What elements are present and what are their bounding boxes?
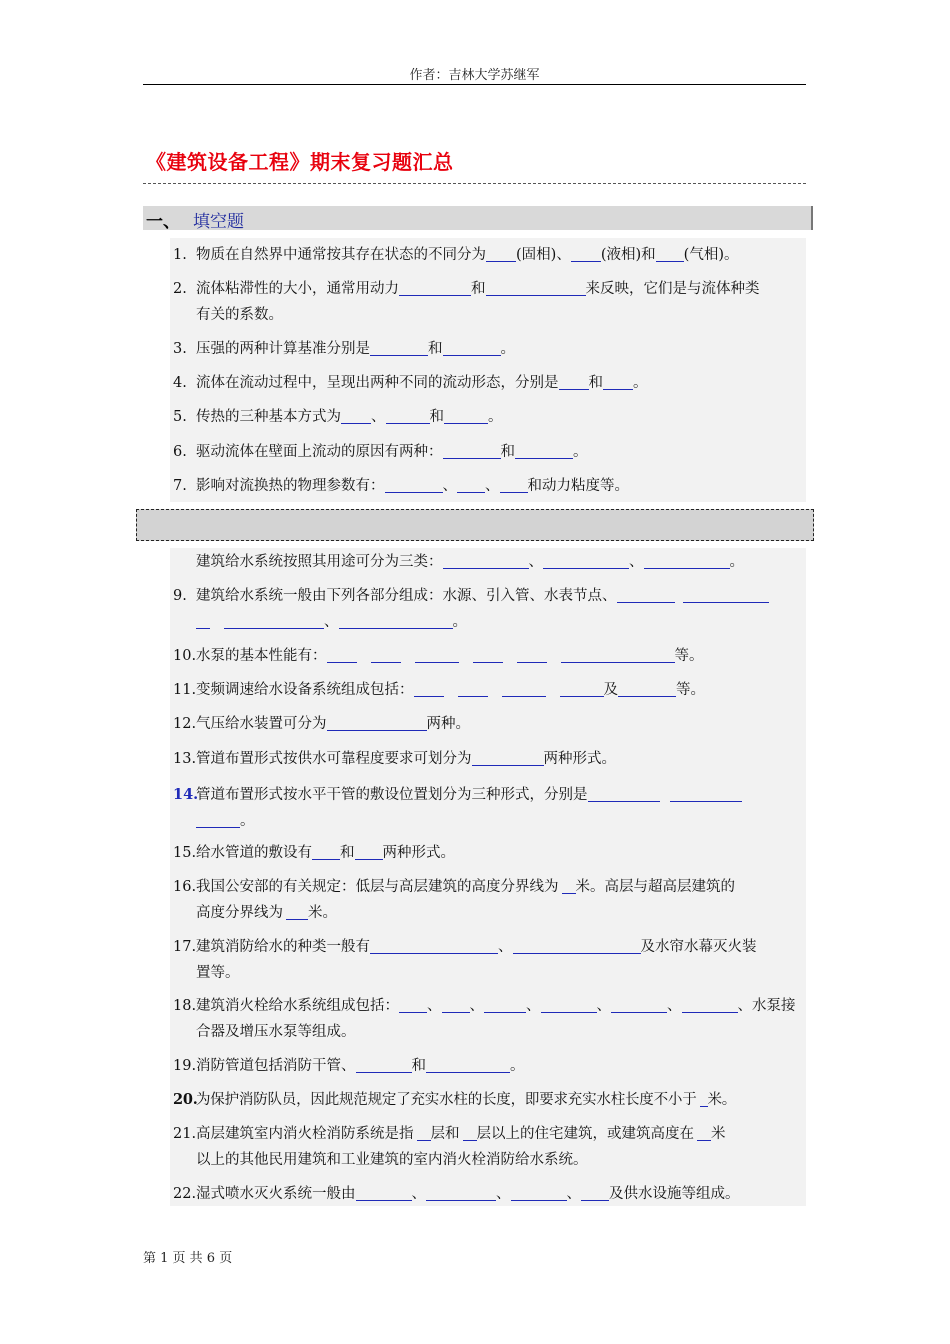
question-10	[173, 643, 704, 669]
answer-blank[interactable]	[700, 1088, 708, 1107]
question-text: 水泵的基本性能有：	[196, 648, 327, 664]
question-text: 压强的两种计算基准分别是	[196, 341, 370, 357]
answer-blank[interactable]	[444, 405, 488, 424]
question-text: 、	[629, 554, 644, 570]
question-text: (液相)和	[600, 247, 656, 263]
answer-blank[interactable]	[386, 405, 430, 424]
answer-blank[interactable]	[559, 371, 589, 390]
question-2	[173, 276, 760, 302]
answer-blank[interactable]	[355, 841, 383, 860]
answer-blank[interactable]	[581, 1182, 609, 1201]
question-22	[173, 1181, 740, 1207]
question-text: 、	[371, 409, 386, 425]
answer-blank[interactable]	[513, 935, 641, 954]
question-text: 等。	[674, 648, 704, 664]
answer-blank[interactable]	[571, 243, 601, 262]
answer-blank[interactable]	[486, 277, 586, 296]
question-text: 给水管道的敷设有	[196, 845, 312, 861]
question-number: 20.	[173, 1091, 198, 1108]
question-text: 消防管道包括消防干管、	[196, 1058, 356, 1074]
question-8	[196, 549, 744, 575]
question-4	[173, 370, 648, 396]
page-footer: 第 1 页 共 6 页	[143, 1251, 233, 1266]
answer-blank[interactable]	[196, 809, 240, 828]
question-21	[173, 1121, 726, 1147]
question-text: 管道布置形式按水平干管的敷设位置划分为三种形式，分别是	[196, 787, 588, 803]
answer-blank[interactable]	[611, 994, 667, 1013]
question-11	[173, 677, 705, 703]
question-text: 和	[340, 845, 355, 861]
question-number: 6.	[173, 444, 187, 460]
question-number: 17.	[173, 939, 197, 955]
question-18-continued: 合器及增压水泵等组成。	[196, 1024, 356, 1040]
answer-blank[interactable]	[415, 644, 459, 663]
question-number: 15.	[173, 845, 197, 861]
answer-blank[interactable]	[697, 1122, 711, 1141]
question-7	[173, 473, 629, 499]
question-text: 流体粘滞性的大小，通常用动力	[196, 281, 399, 297]
question-text: 。	[633, 375, 648, 391]
answer-blank[interactable]	[486, 243, 516, 262]
question-text: 、	[498, 939, 513, 955]
answer-blank[interactable]	[517, 644, 547, 663]
answer-blank[interactable]	[682, 994, 738, 1013]
answer-blank[interactable]	[561, 644, 675, 663]
answer-blank[interactable]	[502, 678, 546, 697]
question-text: 流体在流动过程中，呈现出两种不同的流动形态，分别是	[196, 375, 559, 391]
question-text: 建筑给水系统按照其用途可分为三类：	[196, 554, 443, 570]
question-21-continued: 以上的其他民用建筑和工业建筑的室内消火栓消防给水系统。	[196, 1152, 588, 1168]
answer-blank[interactable]	[371, 644, 401, 663]
answer-blank[interactable]	[426, 1054, 510, 1073]
question-19	[173, 1053, 525, 1079]
question-1	[173, 242, 738, 268]
question-text: 和动力粘度等。	[527, 478, 629, 494]
section-heading	[143, 206, 813, 230]
author-line: 作者：吉林大学苏继军	[409, 68, 540, 83]
question-text: 。	[573, 444, 588, 460]
answer-blank[interactable]	[670, 783, 742, 802]
answer-blank[interactable]	[339, 610, 453, 629]
question-number: 1.	[173, 247, 187, 263]
question-13	[173, 746, 616, 772]
question-text: 我国公安部的有关规定：低层与高层建筑的高度分界线为	[196, 879, 559, 895]
question-number: 13.	[173, 751, 197, 767]
question-text: 、	[324, 614, 339, 630]
question-17-continued: 置等。	[196, 965, 240, 981]
answer-blank[interactable]	[385, 474, 443, 493]
question-number: 3.	[173, 341, 187, 357]
question-text: 影响对流换热的物理参数有：	[196, 478, 385, 494]
answer-blank[interactable]	[683, 584, 769, 603]
question-14	[173, 782, 742, 808]
question-9	[173, 583, 769, 609]
question-number: 16.	[173, 879, 197, 895]
question-text: 。	[729, 554, 744, 570]
question-text: 、	[427, 998, 442, 1014]
question-text: 和	[471, 281, 486, 297]
answer-blank[interactable]	[443, 550, 529, 569]
answer-blank[interactable]	[312, 841, 340, 860]
answer-blank[interactable]	[644, 550, 730, 569]
question-text: 、	[528, 554, 543, 570]
question-text: 建筑消防给水的种类一般有	[196, 939, 370, 955]
question-text: 和	[411, 1058, 426, 1074]
answer-blank[interactable]	[458, 678, 488, 697]
question-text: 及供水设施等组成。	[609, 1186, 740, 1202]
question-text: 、	[667, 998, 682, 1014]
question-text: 。	[510, 1058, 525, 1074]
answer-blank[interactable]	[327, 712, 427, 731]
question-text: 湿式喷水灭火系统一般由	[196, 1186, 356, 1202]
answer-blank[interactable]	[327, 644, 357, 663]
question-text: 建筑消火栓给水系统组成包括：	[196, 998, 399, 1014]
section-title: 填空题	[193, 212, 244, 232]
question-text: 、	[596, 998, 611, 1014]
answer-blank[interactable]	[426, 1182, 496, 1201]
question-text: 。	[500, 341, 515, 357]
blank-shaded-box	[136, 509, 814, 541]
answer-blank[interactable]	[286, 901, 308, 920]
answer-blank[interactable]	[341, 405, 371, 424]
answer-blank[interactable]	[443, 337, 501, 356]
question-text: 为保护消防队员，因此规范规定了充实水柱的长度，即要求充实水柱长度不小于	[196, 1092, 697, 1108]
question-text: 高度分界线为	[196, 905, 283, 921]
question-text: 来反映，它们是与流体种类	[585, 281, 760, 297]
answer-blank[interactable]	[356, 1054, 412, 1073]
question-16-continued	[196, 900, 337, 926]
question-text: 两种形式。	[543, 751, 616, 767]
question-text: 管道布置形式按供水可靠程度要求可划分为	[196, 751, 472, 767]
answer-blank[interactable]	[224, 610, 324, 629]
question-text: 建筑给水系统一般由下列各部分组成：水源、引入管、水表节点、	[196, 588, 617, 604]
answer-blank[interactable]	[443, 440, 501, 459]
question-2-continued: 有关的系数。	[196, 307, 283, 323]
question-number: 21.	[173, 1126, 197, 1142]
question-text: 及	[603, 682, 618, 698]
section-number: 一、	[146, 212, 180, 232]
question-text: 和	[500, 444, 515, 460]
answer-blank[interactable]	[457, 474, 485, 493]
question-3	[173, 336, 515, 362]
question-text: 物质在自然界中通常按其存在状态的不同分为	[196, 247, 486, 263]
answer-blank[interactable]	[656, 243, 684, 262]
question-text: 两种形式。	[382, 845, 455, 861]
question-number: 22.	[173, 1186, 197, 1202]
question-text: 气压给水装置可分为	[196, 716, 327, 732]
question-text: 、	[469, 998, 484, 1014]
question-number: 12.	[173, 716, 197, 732]
answer-blank[interactable]	[617, 584, 675, 603]
question-text: 。	[452, 614, 467, 630]
question-text: 及水帘水幕灭火装	[640, 939, 757, 955]
question-number: 4.	[173, 375, 187, 391]
question-text: 、	[485, 478, 500, 494]
answer-blank[interactable]	[541, 994, 597, 1013]
answer-blank[interactable]	[473, 644, 503, 663]
question-number: 10.	[173, 648, 197, 664]
answer-blank[interactable]	[370, 935, 498, 954]
question-number: 9.	[173, 588, 187, 604]
question-text: 高层建筑室内消火栓消防系统是指	[196, 1126, 414, 1142]
question-text: 米。	[707, 1092, 737, 1108]
document-title: 《建筑设备工程》期末复习题汇总	[146, 150, 454, 174]
answer-blank[interactable]	[560, 678, 604, 697]
question-text: 、	[442, 478, 457, 494]
title-divider	[143, 183, 806, 184]
question-number: 2.	[173, 281, 187, 297]
answer-blank[interactable]	[543, 550, 629, 569]
question-text: (气相)。	[683, 247, 739, 263]
answer-blank[interactable]	[370, 337, 428, 356]
question-18	[173, 993, 796, 1019]
question-text: (固相)、	[516, 247, 571, 263]
header-rule	[143, 84, 806, 85]
question-text: 和	[428, 341, 443, 357]
question-number: 19.	[173, 1058, 197, 1074]
answer-blank[interactable]	[356, 1182, 412, 1201]
answer-blank[interactable]	[417, 1122, 431, 1141]
question-text: 米	[711, 1126, 726, 1142]
question-17	[173, 934, 757, 960]
answer-blank[interactable]	[442, 994, 470, 1013]
question-text: 。	[240, 813, 255, 829]
question-text: 。	[488, 409, 503, 425]
question-5	[173, 404, 503, 430]
question-text: 驱动流体在壁面上流动的原因有两种：	[196, 444, 443, 460]
answer-blank[interactable]	[603, 371, 633, 390]
question-text: 层和	[430, 1126, 460, 1142]
question-20	[173, 1087, 736, 1113]
question-text: 变频调速给水设备系统组成包括：	[196, 682, 414, 698]
answer-blank[interactable]	[484, 994, 526, 1013]
question-16	[173, 874, 735, 900]
answer-blank[interactable]	[399, 994, 427, 1013]
question-text: 传热的三种基本方式为	[196, 409, 341, 425]
answer-blank[interactable]	[588, 783, 660, 802]
question-text: 、	[411, 1186, 426, 1202]
answer-blank[interactable]	[511, 1182, 567, 1201]
question-9-continued	[196, 609, 467, 635]
question-number: 18.	[173, 998, 197, 1014]
question-14-continued	[196, 808, 255, 834]
question-text: 层以上的住宅建筑，或建筑高度在	[476, 1126, 694, 1142]
answer-blank[interactable]	[463, 1122, 477, 1141]
question-number: 7.	[173, 478, 187, 494]
answer-blank[interactable]	[500, 474, 528, 493]
question-number: 5.	[173, 409, 187, 425]
question-15	[173, 840, 455, 866]
answer-blank[interactable]	[515, 440, 573, 459]
question-text: 、	[566, 1186, 581, 1202]
question-6	[173, 439, 588, 465]
question-12	[173, 711, 470, 737]
question-text: 米。	[308, 905, 337, 921]
question-number: 14.	[173, 786, 199, 803]
question-text: 等。	[676, 682, 705, 698]
answer-blank[interactable]	[414, 678, 444, 697]
answer-blank[interactable]	[618, 678, 676, 697]
question-number: 11.	[173, 682, 197, 698]
answer-blank[interactable]	[472, 747, 544, 766]
question-text: 、	[496, 1186, 511, 1202]
answer-blank[interactable]	[196, 610, 210, 629]
answer-blank[interactable]	[399, 277, 471, 296]
question-text: 、水泵接	[737, 998, 796, 1014]
question-text: 、	[526, 998, 541, 1014]
answer-blank[interactable]	[562, 875, 576, 894]
question-text: 米。高层与超高层建筑的	[575, 879, 735, 895]
question-text: 和	[429, 409, 444, 425]
question-text: 和	[588, 375, 603, 391]
question-text: 两种。	[426, 716, 470, 732]
